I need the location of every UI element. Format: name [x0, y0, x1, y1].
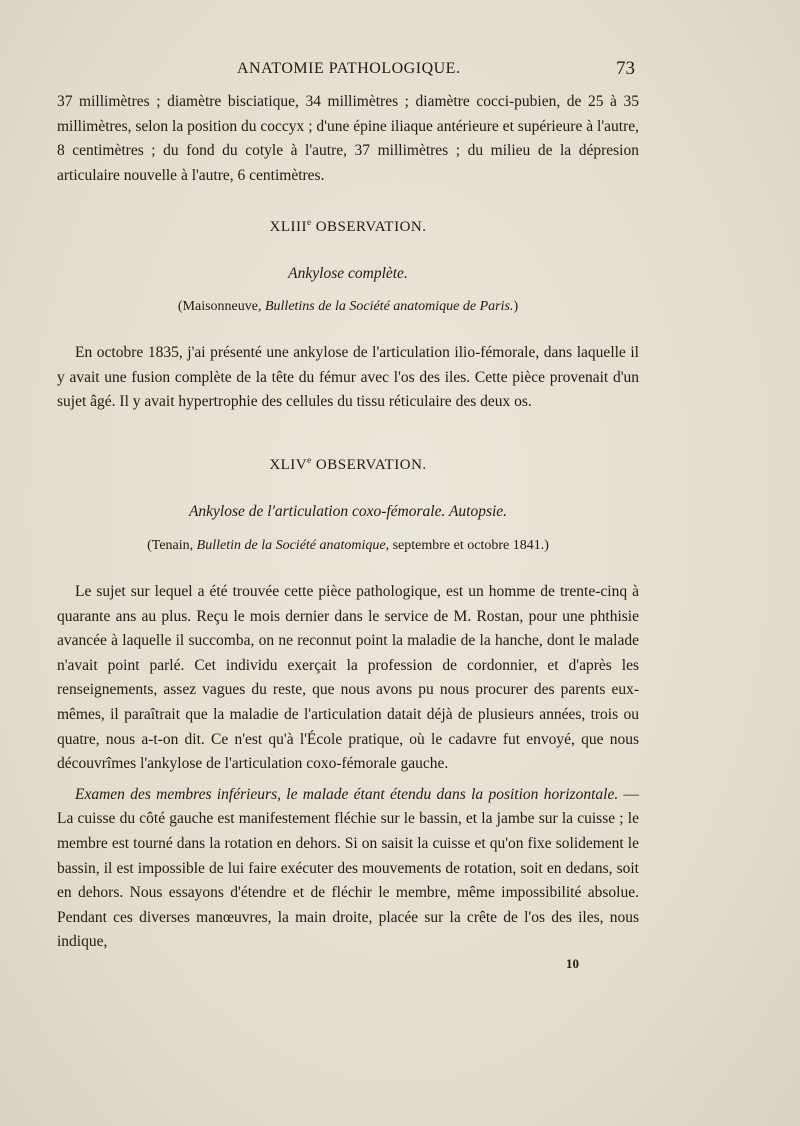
observation-44-numeral: XLIV	[269, 457, 308, 473]
observation-44-word: OBSERVATION.	[315, 457, 427, 473]
observation-43-word: OBSERVATION.	[315, 219, 427, 235]
observation-43-source-close: )	[513, 299, 519, 314]
observation-44-text-block	[57, 580, 639, 955]
observation-43-paragraph: En octobre 1835, j'ai présenté une ankylose de l'articulation ilio-fémorale, dans laquelle il y avait une fusion complète de la tête du fémur avec l'os des iles. Cette pièce provenait d'un sujet âgé. Il y avait hypertrophie des cellules du tissu réticulaire des deux os.	[57, 344, 639, 411]
observation-44-paragraph-1: Le sujet sur lequel a été trouvée cette pièce pathologique, est un homme de trente-cinq à quarante ans au plus. Reçu le mois dernier dans le service de M. Rostan, pour une phthisie avancée à laquelle il succomba, on ne reconnut point la maladie de la hanche, dont le malade n'avait point parlé. Cet individu exerçait la profession de cordonnier, et d'après les renseignements, assez vagues du reste, que nous avons pu nous procurer des parents eux-mêmes, il paraîtrait que la maladie de l'articulation datait déjà de plusieurs années, trois ou quatre, nous a-t-on dit. Ce n'est qu'à l'École pratique, où le cadavre fut envoyé, que nous découvrîmes l'ankylose de l'articulation coxo-fémorale gauche.	[57, 583, 639, 773]
observation-43-source	[57, 299, 639, 315]
observation-43-sup: e	[306, 217, 312, 227]
page-number: 73	[616, 58, 635, 79]
observation-43-source-journal: Bulletins de la Société anatomique de Paris.	[264, 299, 514, 314]
observation-44-paragraph-2	[57, 783, 639, 955]
observation-43-subtitle: Ankylose complète.	[288, 265, 408, 282]
observation-43-source-author: (Maisonneuve,	[177, 299, 262, 314]
observation-44-paragraph-2-italic: Examen des membres inférieurs, le malade étant étendu dans la position horizontale.	[75, 785, 619, 803]
observation-44-source-author: (Tenain,	[147, 538, 194, 553]
running-title: ANATOMIE PATHOLOGIQUE.	[237, 60, 461, 77]
intro-paragraph: 37 millimètres ; diamètre bisciatique, 34 millimètres ; diamètre cocci-pubien, de 25 à 35 millimètres, selon la position du coccyx ; d'une épine iliaque antérieure et supérieure à l'autre, 8 centimètres ; du fond du cotyle à l'autre, 37 millimètres ; du milieu de la dépresion articulaire nouvelle à l'autre, 6 centimètres.	[57, 93, 639, 184]
observation-44-title	[57, 455, 639, 474]
signature-mark: 10	[566, 956, 579, 971]
observation-44-source-journal: Bulletin de la Société anatomique,	[196, 538, 390, 553]
observation-44-subtitle: Ankylose de l'articulation coxo-fémorale. Autopsie.	[188, 503, 508, 520]
observation-43-paragraph-block	[57, 341, 639, 415]
observation-44-source-date: septembre et octobre 1841.)	[392, 538, 549, 553]
intro-paragraph-block	[57, 90, 639, 188]
observation-44-source	[57, 538, 639, 554]
observation-43-numeral: XLIII	[269, 219, 307, 235]
observation-43-title	[57, 217, 639, 236]
observation-44-paragraph-2-rest: — La cuisse du côté gauche est manifestement fléchie sur le bassin, et la jambe sur la cuisse ; le membre est tourné dans la rotation en dehors. Si on saisit la cuisse et qu'on fixe solidement le bassin, il est impossible de lui faire exécuter des mouvements de rotation, soit en dedans, soit en dehors. Nous essayons d'étendre et de fléchir le membre, même impossibilité absolue. Pendant ces diverses manœuvres, la main droite, placée sur la crête de l'os des iles, nous indique,	[57, 785, 639, 951]
observation-44-sup: e	[307, 455, 312, 465]
